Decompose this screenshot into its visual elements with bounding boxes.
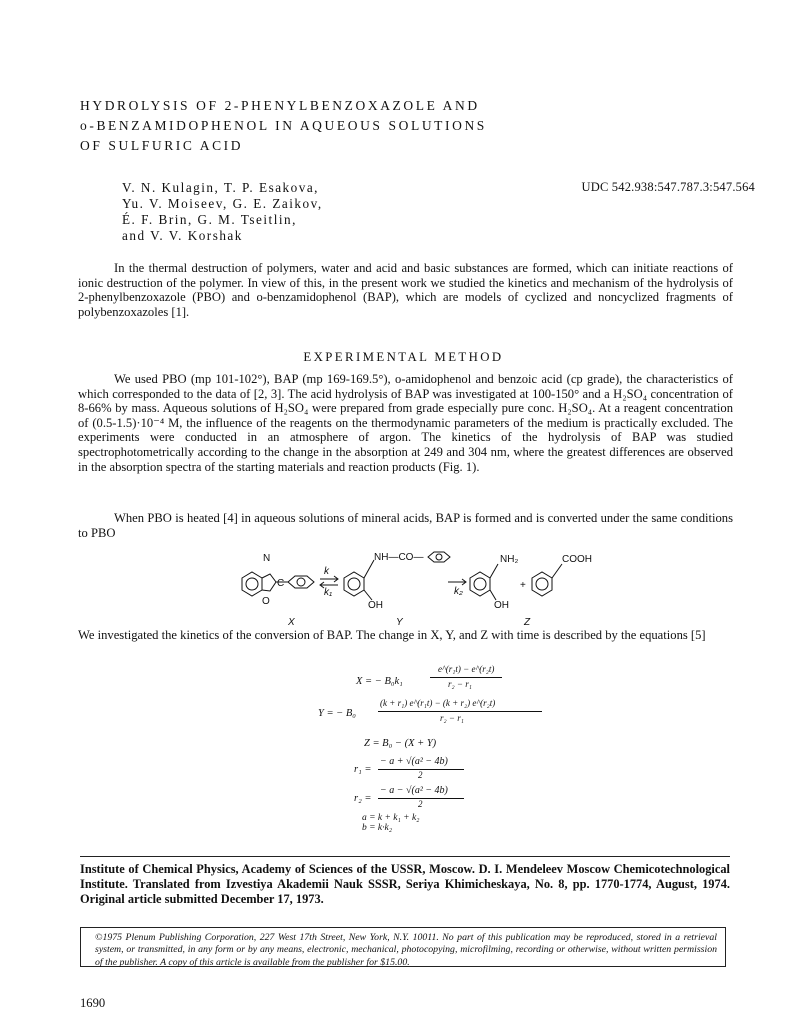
heating-paragraph: When PBO is heated [4] in aqueous solutions of mineral acids, BAP is formed and is converted under the same conditions to PBO: [78, 511, 733, 540]
oxazole-ring: [262, 574, 276, 591]
author-line: V. N. Kulagin, T. P. Esakova,: [122, 180, 319, 195]
page-number: 1690: [80, 996, 106, 1010]
eq-x-denominator: r₂ − r₁: [448, 679, 472, 689]
rate-k-label: k: [324, 566, 329, 577]
eq-z: Z = B₀ − (X + Y): [364, 738, 437, 749]
title-line: OF SULFURIC ACID: [80, 138, 244, 153]
bond: [490, 564, 498, 578]
title-line: HYDROLYSIS OF 2-PHENYLBENZOXAZOLE AND: [80, 98, 480, 113]
aromatic-circle: [436, 554, 442, 560]
compound-z-label: Z: [524, 617, 531, 628]
author-line: É. F. Brin, G. M. Tseitlin,: [122, 212, 297, 227]
bond: [490, 590, 496, 600]
kinetics-paragraph: We investigated the kinetics of the conversion of BAP. The change in X, Y, and Z with time is described by the equations [5]: [78, 628, 706, 642]
aromatic-circle: [348, 578, 360, 590]
eq-r2-denominator: 2: [418, 799, 423, 809]
benzene-ring: [242, 572, 262, 596]
eq-x-numerator: e^(r₁t) − e^(r₂t): [438, 664, 495, 674]
eq-y-lhs: Y = − B₀: [318, 708, 356, 719]
copyright-notice: ©1975 Plenum Publishing Corporation, 227 West 17th Street, New York, N.Y. 10011. No part of this publication may be reproduced, stored in a retrieval system, or transmitted, in any form or by any means, electronic, mechanical, photocopying, microfilming, recording or otherwise, without written permission of the publisher. A copy of this article is available from the publisher for $15.00.: [80, 927, 726, 967]
eq-r1-numerator: − a + √(a² − 4b): [380, 756, 448, 767]
rate-k1-label: k₁: [324, 587, 333, 598]
affiliation-footnote: Institute of Chemical Physics, Academy of Sciences of the USSR, Moscow. D. I. Mendeleev Moscow Chemicotechnological Institute. Translated from Izvestiya Akademii Nauk SSSR, Seriya Khimicheskaya, No. 8, pp. 1770-1774, August, 1974. Original article submitted December 17, 1973.: [80, 862, 730, 906]
aromatic-circle: [536, 578, 548, 590]
article-title: [80, 96, 487, 156]
bond: [364, 560, 374, 578]
hydroxyl-label: OH: [494, 600, 509, 611]
eq-x-lhs: X = − B₀k₁: [356, 676, 403, 687]
carbon-label: C: [277, 578, 285, 589]
benzene-ring: [532, 572, 552, 596]
nitrogen-label: N: [263, 553, 271, 564]
benzene-ring: [470, 572, 490, 596]
author-list: [122, 180, 323, 244]
reaction-scheme: [232, 550, 592, 638]
title-line: o-BENZAMIDOPHENOL IN AQUEOUS SOLUTIONS: [80, 118, 487, 133]
eq-y-numerator: (k + r₁) e^(r₁t) − (k + r₂) e^(r₂t): [380, 698, 496, 708]
aromatic-circle: [297, 578, 305, 586]
rate-k2-label: k₂: [454, 586, 463, 597]
plus-sign: +: [520, 580, 526, 591]
intro-paragraph: In the thermal destruction of polymers, water and acid and basic substances are formed, which can initiate reactions of ionic destruction of the polymer. In view of this, in the present work we studied the kinetics and mechanism of the hydrolysis of 2-phenylbenzoxazole (PBO) and o-benzamidophenol (BAP), which are models of cyclized and noncyclized fragments of polybenzoxazoles [1].: [78, 261, 733, 319]
kinetic-equations: [300, 662, 540, 832]
bond: [364, 590, 372, 600]
compound-y-label: Y: [396, 617, 403, 628]
eq-r1-lhs: r₁ =: [354, 764, 372, 775]
eq-a: a = k + k₁ + k₂: [362, 813, 420, 823]
bond: [552, 564, 562, 578]
oxygen-label: O: [262, 596, 270, 607]
benzene-ring: [344, 572, 364, 596]
method-paragraph: We used PBO (mp 101-102°), BAP (mp 169-169.5°), o-amidophenol and benzoic acid (cp grade), the characteristics of which corresponded to the data of [2, 3]. The acid hydrolysis of BAP was investigated at 100-150° and a H₂SO₄ concentration of 8-66% by mass. Aqueous solutions of H₂SO₄ were prepared from grade especially pure conc. H₂SO₄. At a reagent concentration of (0.5-1.5)·10⁻⁴ M, the influence of the reagents on the thermodynamic parameters of the medium is practically excluded. The experiments were conducted in an atmosphere of argon. The kinetics of the hydrolysis of BAP was studied spectrophotometrically according to the change in the absorption at 249 and 304 nm, where the greatest differences are observed in the absorption spectra of the starting materials and reaction products (Fig. 1).: [78, 372, 733, 474]
hydroxyl-label: OH: [368, 600, 383, 611]
amino-label: NH₂: [500, 554, 519, 565]
compound-x-label: X: [288, 617, 295, 628]
author-line: Yu. V. Moiseev, G. E. Zaikov,: [122, 196, 323, 211]
footnote-rule: [80, 856, 730, 857]
eq-y-denominator: r₂ − r₁: [440, 713, 464, 723]
eq-b: b = k·k₂: [362, 823, 393, 833]
carboxyl-label: COOH: [562, 554, 592, 565]
aromatic-circle: [474, 578, 486, 590]
eq-r2-lhs: r₂ =: [354, 793, 372, 804]
udc-code: UDC 542.938:547.787.3:547.564: [581, 180, 755, 194]
section-heading: EXPERIMENTAL METHOD: [303, 350, 504, 364]
eq-r2-numerator: − a − √(a² − 4b): [380, 785, 448, 796]
eq-r1-denominator: 2: [418, 770, 423, 780]
aromatic-circle: [246, 578, 258, 590]
author-line: and V. V. Korshak: [122, 228, 243, 243]
amide-label: NH—CO—: [374, 552, 424, 563]
